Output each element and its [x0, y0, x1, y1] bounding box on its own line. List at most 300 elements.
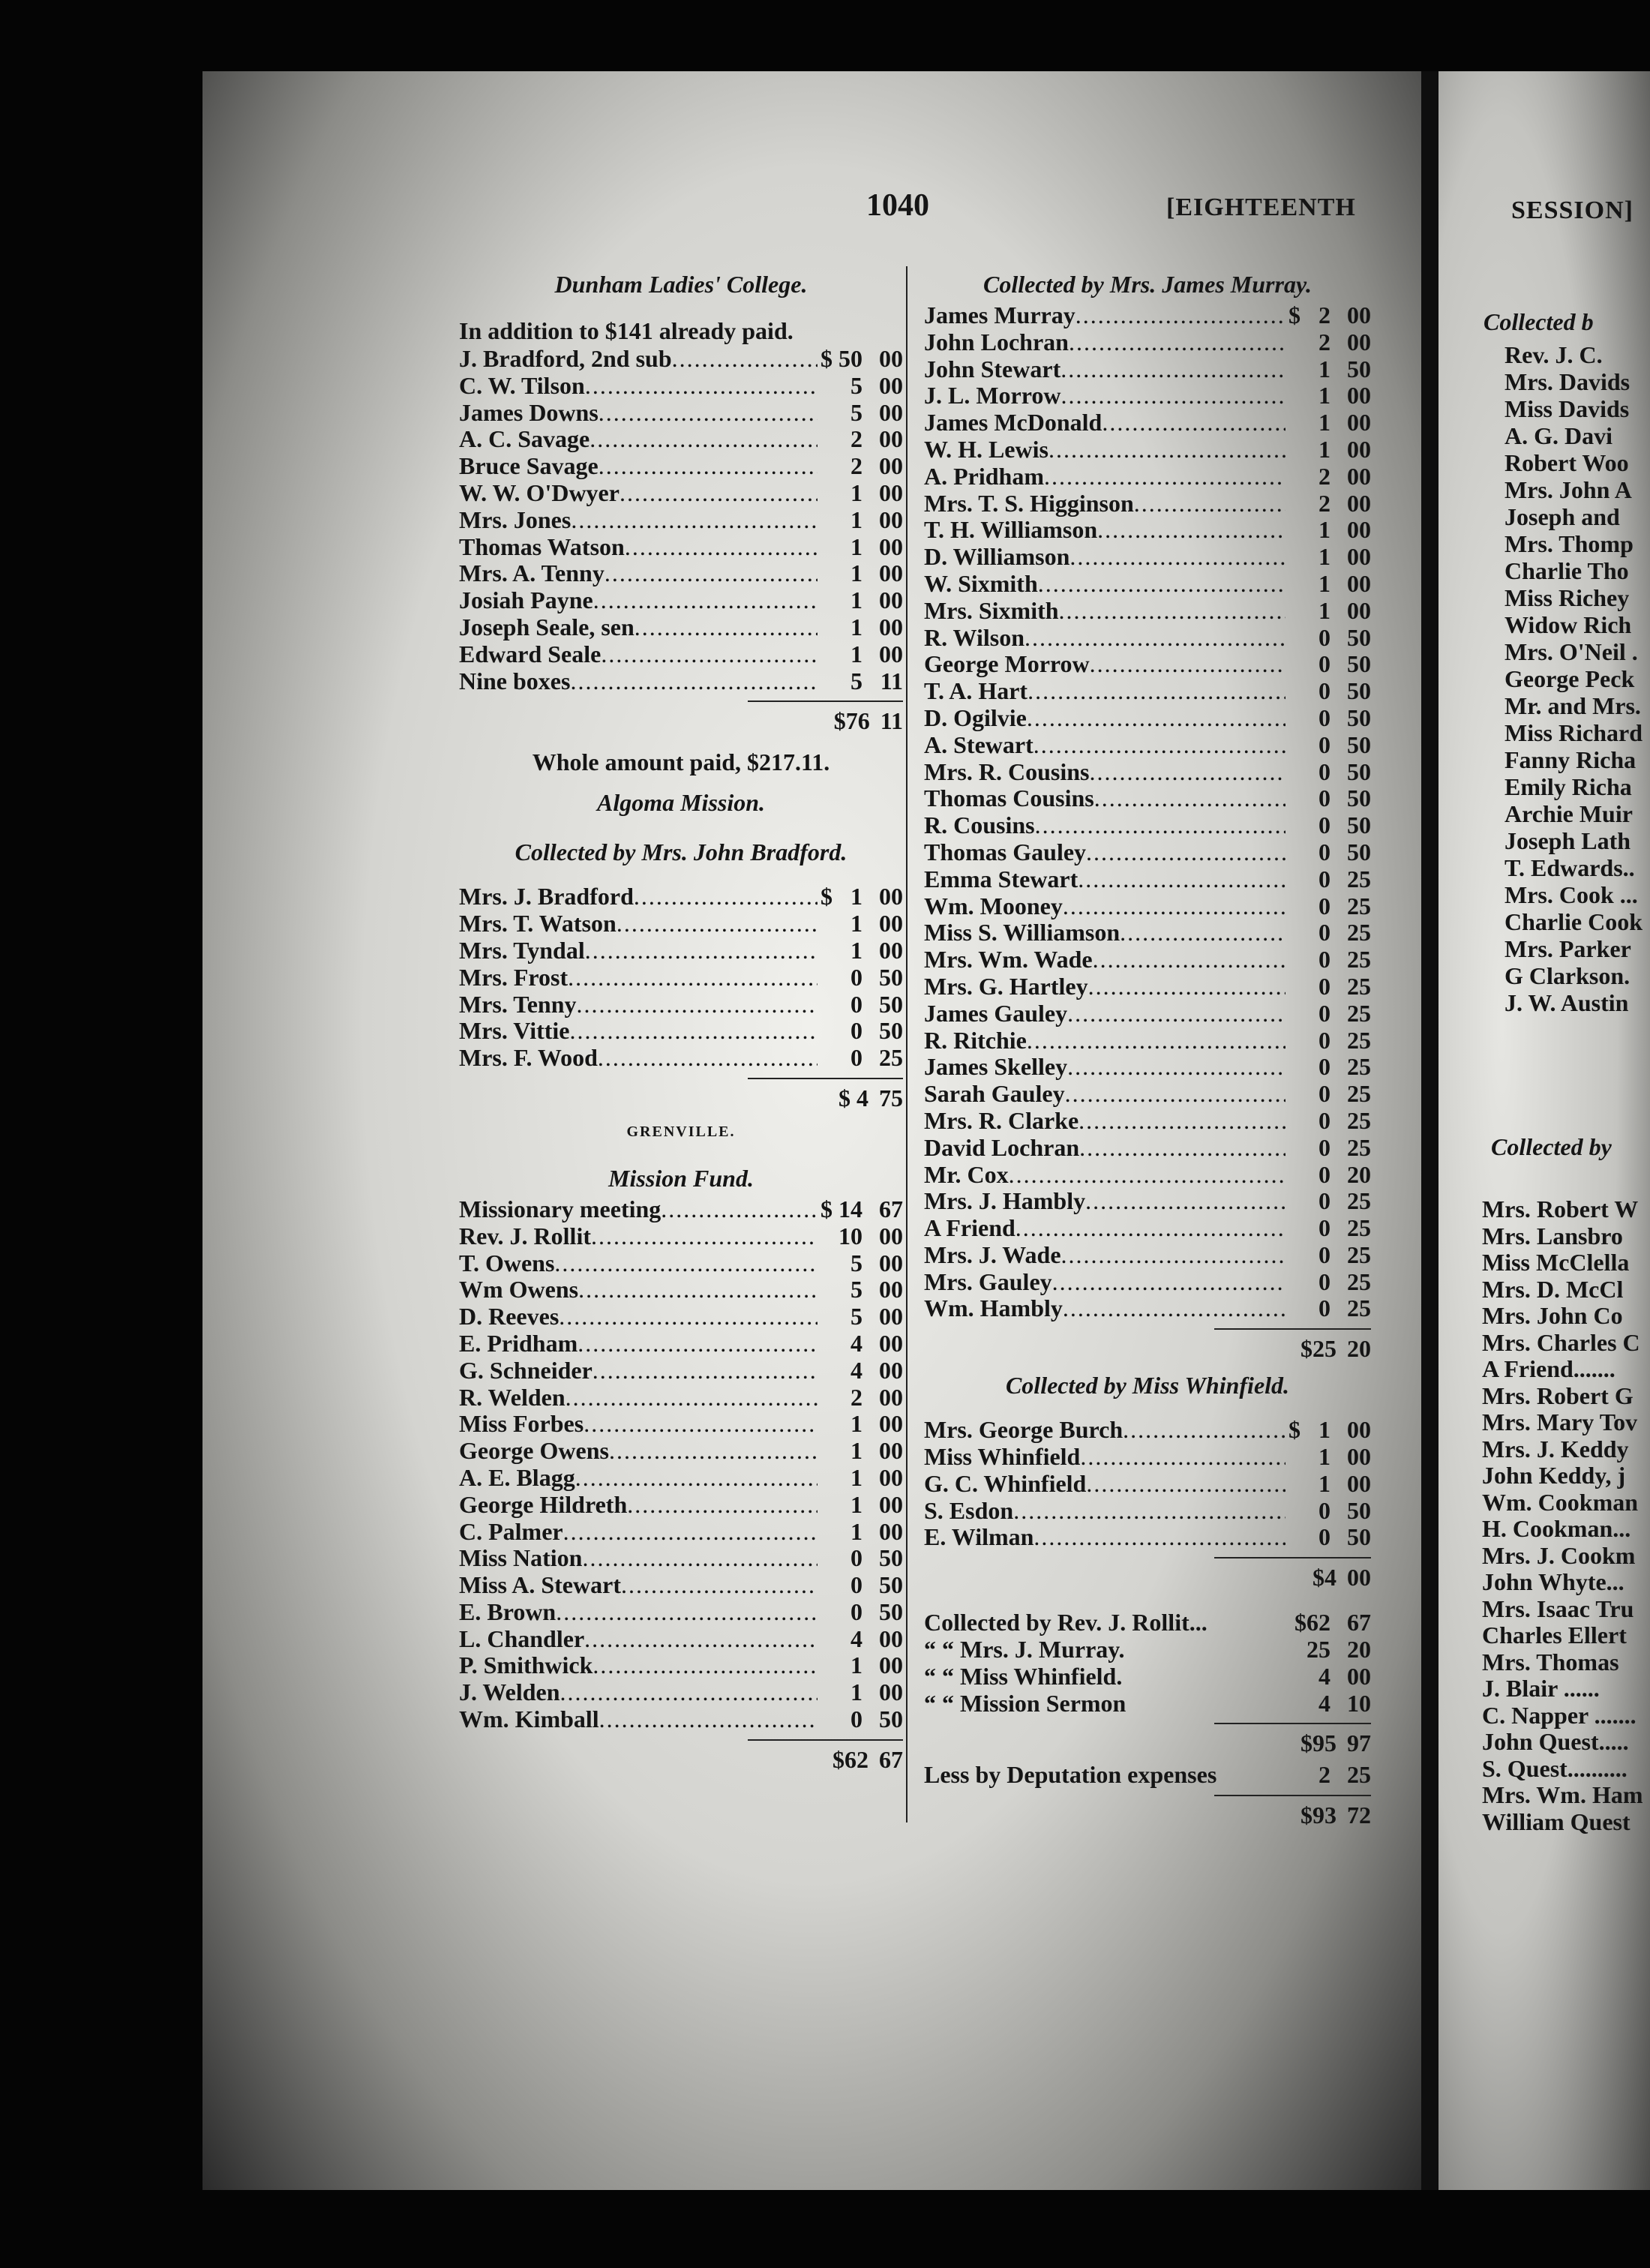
- amount-dollars: 0: [1318, 1026, 1330, 1054]
- summary-subtotal-dollars: $95: [1300, 1730, 1336, 1757]
- amount-cents: 00: [879, 586, 903, 614]
- amount-dollars: 0: [850, 1598, 862, 1625]
- summary-list: [924, 1610, 1371, 1717]
- amount-cents: 50: [1347, 704, 1371, 731]
- adjacent-line: Mrs. Parker: [1504, 935, 1631, 962]
- summary-rule: [1214, 1717, 1371, 1724]
- leader-dots: [584, 1626, 818, 1653]
- adjacent-line: Mrs. J. Keddy: [1482, 1435, 1629, 1462]
- amount-cents: 25: [1347, 1106, 1371, 1134]
- ledger-row: [924, 1242, 1371, 1269]
- murray-rule: [1214, 1322, 1371, 1330]
- amount-cents: 00: [879, 1329, 903, 1357]
- adjacent-line: Mrs. Thomas: [1482, 1648, 1619, 1676]
- contributor-name: T. A. Hart: [924, 677, 1028, 705]
- amount-cents: 00: [1347, 409, 1371, 436]
- leader-dots: [1034, 1524, 1286, 1551]
- adjacent-line: Mrs. Davids: [1504, 368, 1630, 395]
- ledger-row: [924, 329, 1371, 356]
- contributor-name: James Skelley: [924, 1053, 1068, 1081]
- contributor-name: T. H. Williamson: [924, 516, 1098, 544]
- contributor-name: R. Welden: [459, 1383, 566, 1411]
- contributor-name: Mrs. R. Cousins: [924, 758, 1090, 785]
- leader-dots: [1013, 1498, 1286, 1525]
- amount-dollars: 5: [850, 398, 862, 426]
- contributor-name: James Murray: [924, 302, 1076, 328]
- ledger-row: [459, 641, 903, 668]
- adjacent-line: Mrs. Cook ...: [1504, 881, 1638, 908]
- amount-cents: 00: [1347, 328, 1371, 356]
- ledger-row: [924, 302, 1371, 329]
- ledger-row: [924, 1269, 1371, 1296]
- leader-dots: [1034, 732, 1286, 759]
- amount-dollars: 0: [1318, 1214, 1330, 1242]
- whinfield-total: [924, 1558, 1371, 1596]
- contributor-name: T. Owens: [459, 1249, 555, 1276]
- grenville-heading: GRENVILLE.: [626, 1123, 736, 1140]
- leader-dots: [1044, 464, 1286, 490]
- amount-cents: 00: [879, 883, 903, 910]
- adjacent-line: John Keddy, j: [1482, 1462, 1626, 1489]
- amount-cents: 50: [1347, 623, 1371, 651]
- net-total-dollars: $93: [1300, 1802, 1336, 1829]
- dunham-heading: Dunham Ladies' College.: [554, 271, 808, 298]
- adjacent-line: G Clarkson.: [1504, 962, 1630, 989]
- adjacent-line: Miss McClella: [1482, 1249, 1630, 1276]
- amount-dollars: 0: [1318, 758, 1330, 785]
- leader-dots: [578, 1276, 818, 1304]
- adjacent-line: Miss Richey: [1504, 584, 1630, 611]
- ledger-row: [459, 668, 903, 695]
- amount-cents: 00: [1347, 302, 1371, 328]
- adjacent-line: Mr. and Mrs.: [1504, 692, 1641, 719]
- amount-cents: 50: [1347, 1523, 1371, 1551]
- amount-cents: 20: [1347, 1160, 1371, 1188]
- contributor-name: Missionary meeting: [459, 1195, 662, 1222]
- leader-dots: [598, 453, 818, 480]
- contributor-name: C. Palmer: [459, 1517, 563, 1545]
- amount-dollars: 0: [1318, 1240, 1330, 1268]
- amount-cents: 00: [879, 1410, 903, 1438]
- currency-sign: $: [820, 1195, 832, 1222]
- net-rule: [1214, 1789, 1371, 1796]
- ledger-row: [924, 974, 1371, 1000]
- contributor-name: W. Sixmith: [924, 569, 1038, 597]
- amount-cents: 00: [879, 1624, 903, 1652]
- leader-dots: [554, 1250, 818, 1277]
- ledger-row: [459, 426, 903, 453]
- adjacent-line: T. Edwards..: [1504, 854, 1635, 881]
- leader-dots: [584, 1411, 818, 1438]
- leader-dots: [575, 1465, 818, 1492]
- ledger-row: [459, 1223, 903, 1250]
- contributor-name: E. Wilman: [924, 1523, 1034, 1551]
- ledger-row: [459, 1572, 903, 1599]
- ledger-row: [924, 544, 1371, 571]
- ledger-row: [459, 910, 903, 938]
- ledger-row: [924, 946, 1371, 974]
- amount-cents: 00: [879, 1463, 903, 1491]
- amount-dollars: 5: [850, 1249, 862, 1276]
- adjacent-line: A Friend.......: [1482, 1355, 1616, 1382]
- amount-cents: 25: [1347, 892, 1371, 920]
- amount-cents: 00: [1347, 435, 1371, 463]
- leader-dots: [598, 400, 818, 427]
- adjacent-line: Robert Woo: [1504, 449, 1629, 476]
- contributor-name: Mr. Cox: [924, 1160, 1009, 1188]
- leader-dots: [1065, 1081, 1286, 1108]
- amount-dollars: 0: [1318, 1080, 1330, 1108]
- amount-cents: 50: [879, 990, 903, 1018]
- amount-cents: 00: [879, 1437, 903, 1465]
- amount-cents: 50: [879, 1544, 903, 1572]
- amount-dollars: 0: [1318, 1187, 1330, 1215]
- adjacent-line: Mrs. Thomp: [1504, 530, 1634, 557]
- algoma-list: [459, 884, 903, 1072]
- leader-dots: [1086, 1471, 1286, 1498]
- contributor-name: G. C. Whinfield: [924, 1469, 1087, 1497]
- algoma-total-dollars: $ 4: [838, 1084, 868, 1112]
- contributor-name: W. H. Lewis: [924, 435, 1048, 463]
- grenville-rule: [748, 1733, 903, 1741]
- ledger-row: [459, 1652, 903, 1679]
- leader-dots: [571, 507, 818, 534]
- amount-dollars: 0: [1318, 1106, 1330, 1134]
- leader-dots: [604, 560, 818, 587]
- leader-dots: [585, 373, 818, 400]
- leader-dots: [1061, 1242, 1286, 1269]
- ledger-row: [924, 464, 1371, 490]
- amount-cents: 25: [1347, 1240, 1371, 1268]
- ledger-row: [924, 436, 1371, 464]
- ledger-row: [459, 992, 903, 1018]
- contributor-name: Nine boxes: [459, 667, 571, 694]
- amount-dollars: 0: [850, 1044, 862, 1072]
- ledger-row: [924, 1444, 1371, 1471]
- amount-dollars: 5: [850, 1276, 862, 1304]
- adjacent-line: Mrs. Robert W: [1482, 1196, 1639, 1222]
- murray-total: [924, 1330, 1371, 1367]
- contributor-name: Mrs. G. Hartley: [924, 972, 1088, 1000]
- amount-dollars: 0: [1318, 730, 1330, 758]
- amount-dollars: 1: [850, 1410, 862, 1438]
- contributor-name: Mrs. T. Watson: [459, 910, 616, 938]
- amount-dollars: 0: [1318, 1133, 1330, 1161]
- leader-dots: [1089, 759, 1286, 786]
- ledger-row: [459, 373, 903, 400]
- adjacent-line: Charles Ellert: [1482, 1622, 1627, 1648]
- contributor-name: George Morrow: [924, 650, 1090, 678]
- amount-cents: 25: [1347, 1187, 1371, 1215]
- summary-cents: 00: [1347, 1662, 1371, 1690]
- contributor-name: Mrs. R. Clarke: [924, 1106, 1079, 1134]
- contributor-name: J. L. Morrow: [924, 382, 1061, 410]
- amount-dollars: 0: [1318, 946, 1330, 974]
- adjacent-heading-1: Collected b: [1484, 308, 1594, 335]
- amount-dollars: 0: [1318, 1160, 1330, 1188]
- ledger-row: [924, 1471, 1371, 1498]
- leader-dots: [625, 534, 818, 561]
- adjacent-line: Mrs. J. Cookm: [1482, 1541, 1636, 1569]
- adjacent-line: Mrs. Mary Tov: [1482, 1408, 1638, 1436]
- ledger-row: [924, 678, 1371, 705]
- amount-cents: 50: [879, 1706, 903, 1733]
- amount-cents: 00: [879, 452, 903, 480]
- amount-cents: 00: [879, 345, 903, 372]
- leader-dots: [1094, 785, 1286, 812]
- contributor-name: John Lochran: [924, 328, 1069, 356]
- amount-cents: 50: [1347, 677, 1371, 705]
- ledger-row: [924, 1295, 1371, 1322]
- amount-cents: 25: [1347, 919, 1371, 946]
- adjacent-line: S. Quest..........: [1482, 1754, 1628, 1782]
- amount-cents: 67: [879, 1195, 903, 1222]
- ledger-row: [924, 356, 1371, 383]
- ledger-row: [924, 1188, 1371, 1215]
- summary-cents: 67: [1347, 1609, 1371, 1636]
- amount-cents: 50: [1347, 650, 1371, 678]
- adjacent-line: Charlie Cook: [1504, 908, 1642, 935]
- leader-dots: [1080, 1444, 1286, 1471]
- leader-dots: [578, 1330, 818, 1358]
- amount-cents: 00: [1347, 382, 1371, 410]
- contributor-name: R. Wilson: [924, 623, 1024, 651]
- ledger-row: [459, 1706, 903, 1733]
- whinfield-total-dollars: $4: [1312, 1564, 1336, 1592]
- leader-dots: [1078, 866, 1286, 893]
- leader-dots: [1134, 490, 1286, 518]
- contributor-name: E. Pridham: [459, 1329, 578, 1357]
- amount-dollars: 1: [1318, 596, 1330, 624]
- contributor-name: Edward Seale: [459, 640, 602, 668]
- contributor-name: Sarah Gauley: [924, 1080, 1065, 1108]
- amount-dollars: 1: [850, 910, 862, 938]
- amount-cents: 00: [879, 478, 903, 506]
- amount-dollars: 2: [850, 452, 862, 480]
- ledger-row: [459, 400, 903, 427]
- leader-dots: [1052, 1269, 1286, 1296]
- amount-dollars: 0: [1318, 865, 1330, 892]
- contributor-name: D. Williamson: [924, 543, 1070, 571]
- summary-dollars: 4: [1318, 1689, 1330, 1717]
- contributor-name: Mrs. Tyndal: [459, 936, 585, 964]
- contributor-name: Wm. Hambly: [924, 1294, 1063, 1322]
- contributor-name: Mrs. J. Hambly: [924, 1187, 1086, 1215]
- grenville-list: [459, 1196, 903, 1733]
- leader-dots: [1009, 1162, 1286, 1189]
- amount-dollars: 0: [1318, 1053, 1330, 1081]
- adjacent-line: Joseph and: [1504, 503, 1620, 530]
- leader-dots: [1028, 678, 1286, 705]
- contributor-name: Miss Whinfield: [924, 1443, 1081, 1471]
- ledger-row: [459, 1358, 903, 1384]
- ledger-row: [459, 884, 903, 910]
- amount-dollars: 1: [1318, 355, 1330, 382]
- amount-dollars: 1: [850, 883, 862, 910]
- contributor-name: Miss Nation: [459, 1544, 583, 1572]
- leader-dots: [1060, 356, 1286, 383]
- amount-cents: 00: [1347, 516, 1371, 544]
- dunham-note: In addition to $141 already paid.: [459, 317, 794, 344]
- dunham-total-dollars: $76: [833, 707, 870, 735]
- amount-dollars: 1: [850, 1652, 862, 1679]
- whinfield-rule: [1214, 1551, 1371, 1558]
- amount-cents: 50: [1347, 1496, 1371, 1524]
- amount-dollars: 2: [850, 425, 862, 453]
- ledger-row: [924, 732, 1371, 759]
- ledger-row: [459, 1626, 903, 1653]
- summary-row: [924, 1636, 1371, 1664]
- leader-dots: [1060, 382, 1286, 410]
- ledger-row: [924, 1135, 1371, 1162]
- amount-cents: 00: [1347, 543, 1371, 571]
- amount-cents: 00: [1347, 569, 1371, 597]
- adjacent-line: Mrs. O'Neil .: [1504, 638, 1638, 665]
- amount-cents: 00: [879, 1490, 903, 1518]
- dunham-total-cents: 11: [880, 707, 903, 735]
- amount-cents: 25: [1347, 1294, 1371, 1322]
- ledger-row: [459, 1304, 903, 1330]
- leader-dots: [1027, 1028, 1286, 1054]
- adjacent-line: Miss Davids: [1504, 395, 1630, 422]
- contributor-name: Wm. Mooney: [924, 892, 1063, 920]
- contributor-name: Mrs. T. S. Higginson: [924, 489, 1134, 517]
- adjacent-line: George Peck: [1504, 665, 1635, 692]
- mission-fund-heading: Mission Fund.: [608, 1164, 754, 1192]
- currency-sign: $: [820, 345, 832, 372]
- algoma-heading: Algoma Mission.: [596, 789, 766, 817]
- leader-dots: [576, 992, 818, 1018]
- amount-cents: 00: [879, 1303, 903, 1330]
- leader-dots: [1076, 302, 1286, 329]
- whole-amount-paid: Whole amount paid, $217.11.: [532, 748, 830, 776]
- ledger-row: [459, 1545, 903, 1572]
- amount-cents: 00: [1347, 1443, 1371, 1471]
- ledger-row: [459, 453, 903, 480]
- amount-cents: 25: [1347, 1133, 1371, 1161]
- summary-label: “ “ Mrs. J. Murray.: [924, 1636, 1125, 1664]
- contributor-name: A. E. Blagg: [459, 1463, 575, 1491]
- ledger-row: [924, 1108, 1371, 1135]
- amount-cents: 50: [879, 963, 903, 991]
- ledger-row: [459, 534, 903, 561]
- amount-dollars: 1: [1318, 435, 1330, 463]
- algoma-total-cents: 75: [879, 1084, 903, 1112]
- adjacent-line: Mrs. Isaac Tru: [1482, 1594, 1634, 1622]
- adjacent-line: H. Cookman...: [1482, 1515, 1631, 1542]
- contributor-name: A. C. Savage: [459, 425, 590, 453]
- amount-dollars: 2: [1318, 302, 1330, 328]
- contributor-name: Mrs. J. Bradford: [459, 883, 634, 910]
- ledger-row: [924, 1081, 1371, 1108]
- amount-cents: 25: [1347, 865, 1371, 892]
- amount-cents: 00: [1347, 1469, 1371, 1497]
- ledger-row: [459, 938, 903, 964]
- amount-dollars: 50: [838, 345, 862, 372]
- amount-dollars: 0: [850, 1571, 862, 1599]
- contributor-name: Joseph Seale, sen: [459, 613, 634, 640]
- contributor-name: Rev. J. Rollit: [459, 1222, 591, 1250]
- adjacent-line: J. Blair ......: [1482, 1675, 1600, 1702]
- amount-dollars: 1: [850, 1678, 862, 1706]
- ledger-row: [924, 490, 1371, 518]
- adjacent-line: C. Napper .......: [1482, 1701, 1636, 1729]
- adjacent-list-2: [1482, 1196, 1642, 1835]
- adjacent-line: Archie Muir: [1504, 800, 1633, 827]
- amount-cents: 50: [879, 1017, 903, 1045]
- leader-dots: [563, 1519, 818, 1546]
- amount-cents: 25: [1347, 1214, 1371, 1242]
- whinfield-list: [924, 1417, 1371, 1551]
- contributor-name: Mrs. A. Tenny: [459, 560, 604, 587]
- amount-cents: 11: [880, 667, 903, 694]
- leader-dots: [1079, 1135, 1286, 1162]
- running-title: [EIGHTEENTH: [1166, 194, 1356, 221]
- leader-dots: [560, 1679, 818, 1706]
- ledger-row: [459, 1492, 903, 1519]
- adjacent-line: Fanny Richa: [1504, 746, 1636, 773]
- amount-cents: 00: [879, 1652, 903, 1679]
- dunham-rule: [748, 694, 903, 702]
- amount-cents: 50: [1347, 784, 1371, 812]
- ledger-row: [459, 1045, 903, 1072]
- leader-dots: [1059, 598, 1286, 625]
- leader-dots: [1088, 974, 1286, 1000]
- amount-dollars: 0: [850, 1544, 862, 1572]
- amount-dollars: 0: [1318, 677, 1330, 705]
- amount-dollars: 1: [850, 1490, 862, 1518]
- ledger-row: [459, 1411, 903, 1438]
- amount-dollars: 1: [850, 532, 862, 560]
- amount-dollars: 0: [1318, 1496, 1330, 1524]
- adjacent-line: Mrs. John A: [1504, 476, 1632, 503]
- ledger-row: [459, 614, 903, 641]
- contributor-name: Mrs. F. Wood: [459, 1044, 598, 1072]
- leader-dots: [591, 1223, 818, 1250]
- amount-cents: 25: [879, 1044, 903, 1072]
- contributor-name: George Owens: [459, 1437, 609, 1465]
- ledger-row: [459, 560, 903, 587]
- ledger-row: [924, 866, 1371, 893]
- amount-dollars: 0: [1318, 1294, 1330, 1322]
- leader-dots: [620, 480, 818, 507]
- ledger-row: [924, 571, 1371, 598]
- contributor-name: Mrs. George Burch: [924, 1416, 1124, 1444]
- adjacent-line: Joseph Lath: [1504, 827, 1631, 854]
- amount-cents: 00: [879, 640, 903, 668]
- grenville-total: [459, 1741, 903, 1778]
- amount-dollars: 1: [850, 640, 862, 668]
- amount-cents: 00: [879, 506, 903, 533]
- amount-cents: 00: [879, 560, 903, 587]
- dunham-list: [459, 346, 903, 694]
- amount-cents: 00: [1347, 1416, 1371, 1444]
- ledger-row: [459, 1018, 903, 1045]
- adjacent-line: Charlie Tho: [1504, 557, 1629, 584]
- adjacent-line: Widow Rich: [1504, 611, 1632, 638]
- ledger-row: [924, 705, 1371, 732]
- page-number: 1040: [866, 188, 929, 223]
- leader-dots: [566, 1384, 818, 1412]
- leader-dots: [1070, 544, 1286, 571]
- summary-subtotal: [924, 1724, 1371, 1762]
- murray-total-dollars: $25: [1300, 1335, 1336, 1363]
- contributor-name: A. Pridham: [924, 462, 1044, 490]
- amount-dollars: 5: [850, 667, 862, 694]
- contributor-name: Miss Forbes: [459, 1410, 584, 1438]
- ledger-row: [924, 1498, 1371, 1525]
- amount-dollars: 1: [850, 1517, 862, 1545]
